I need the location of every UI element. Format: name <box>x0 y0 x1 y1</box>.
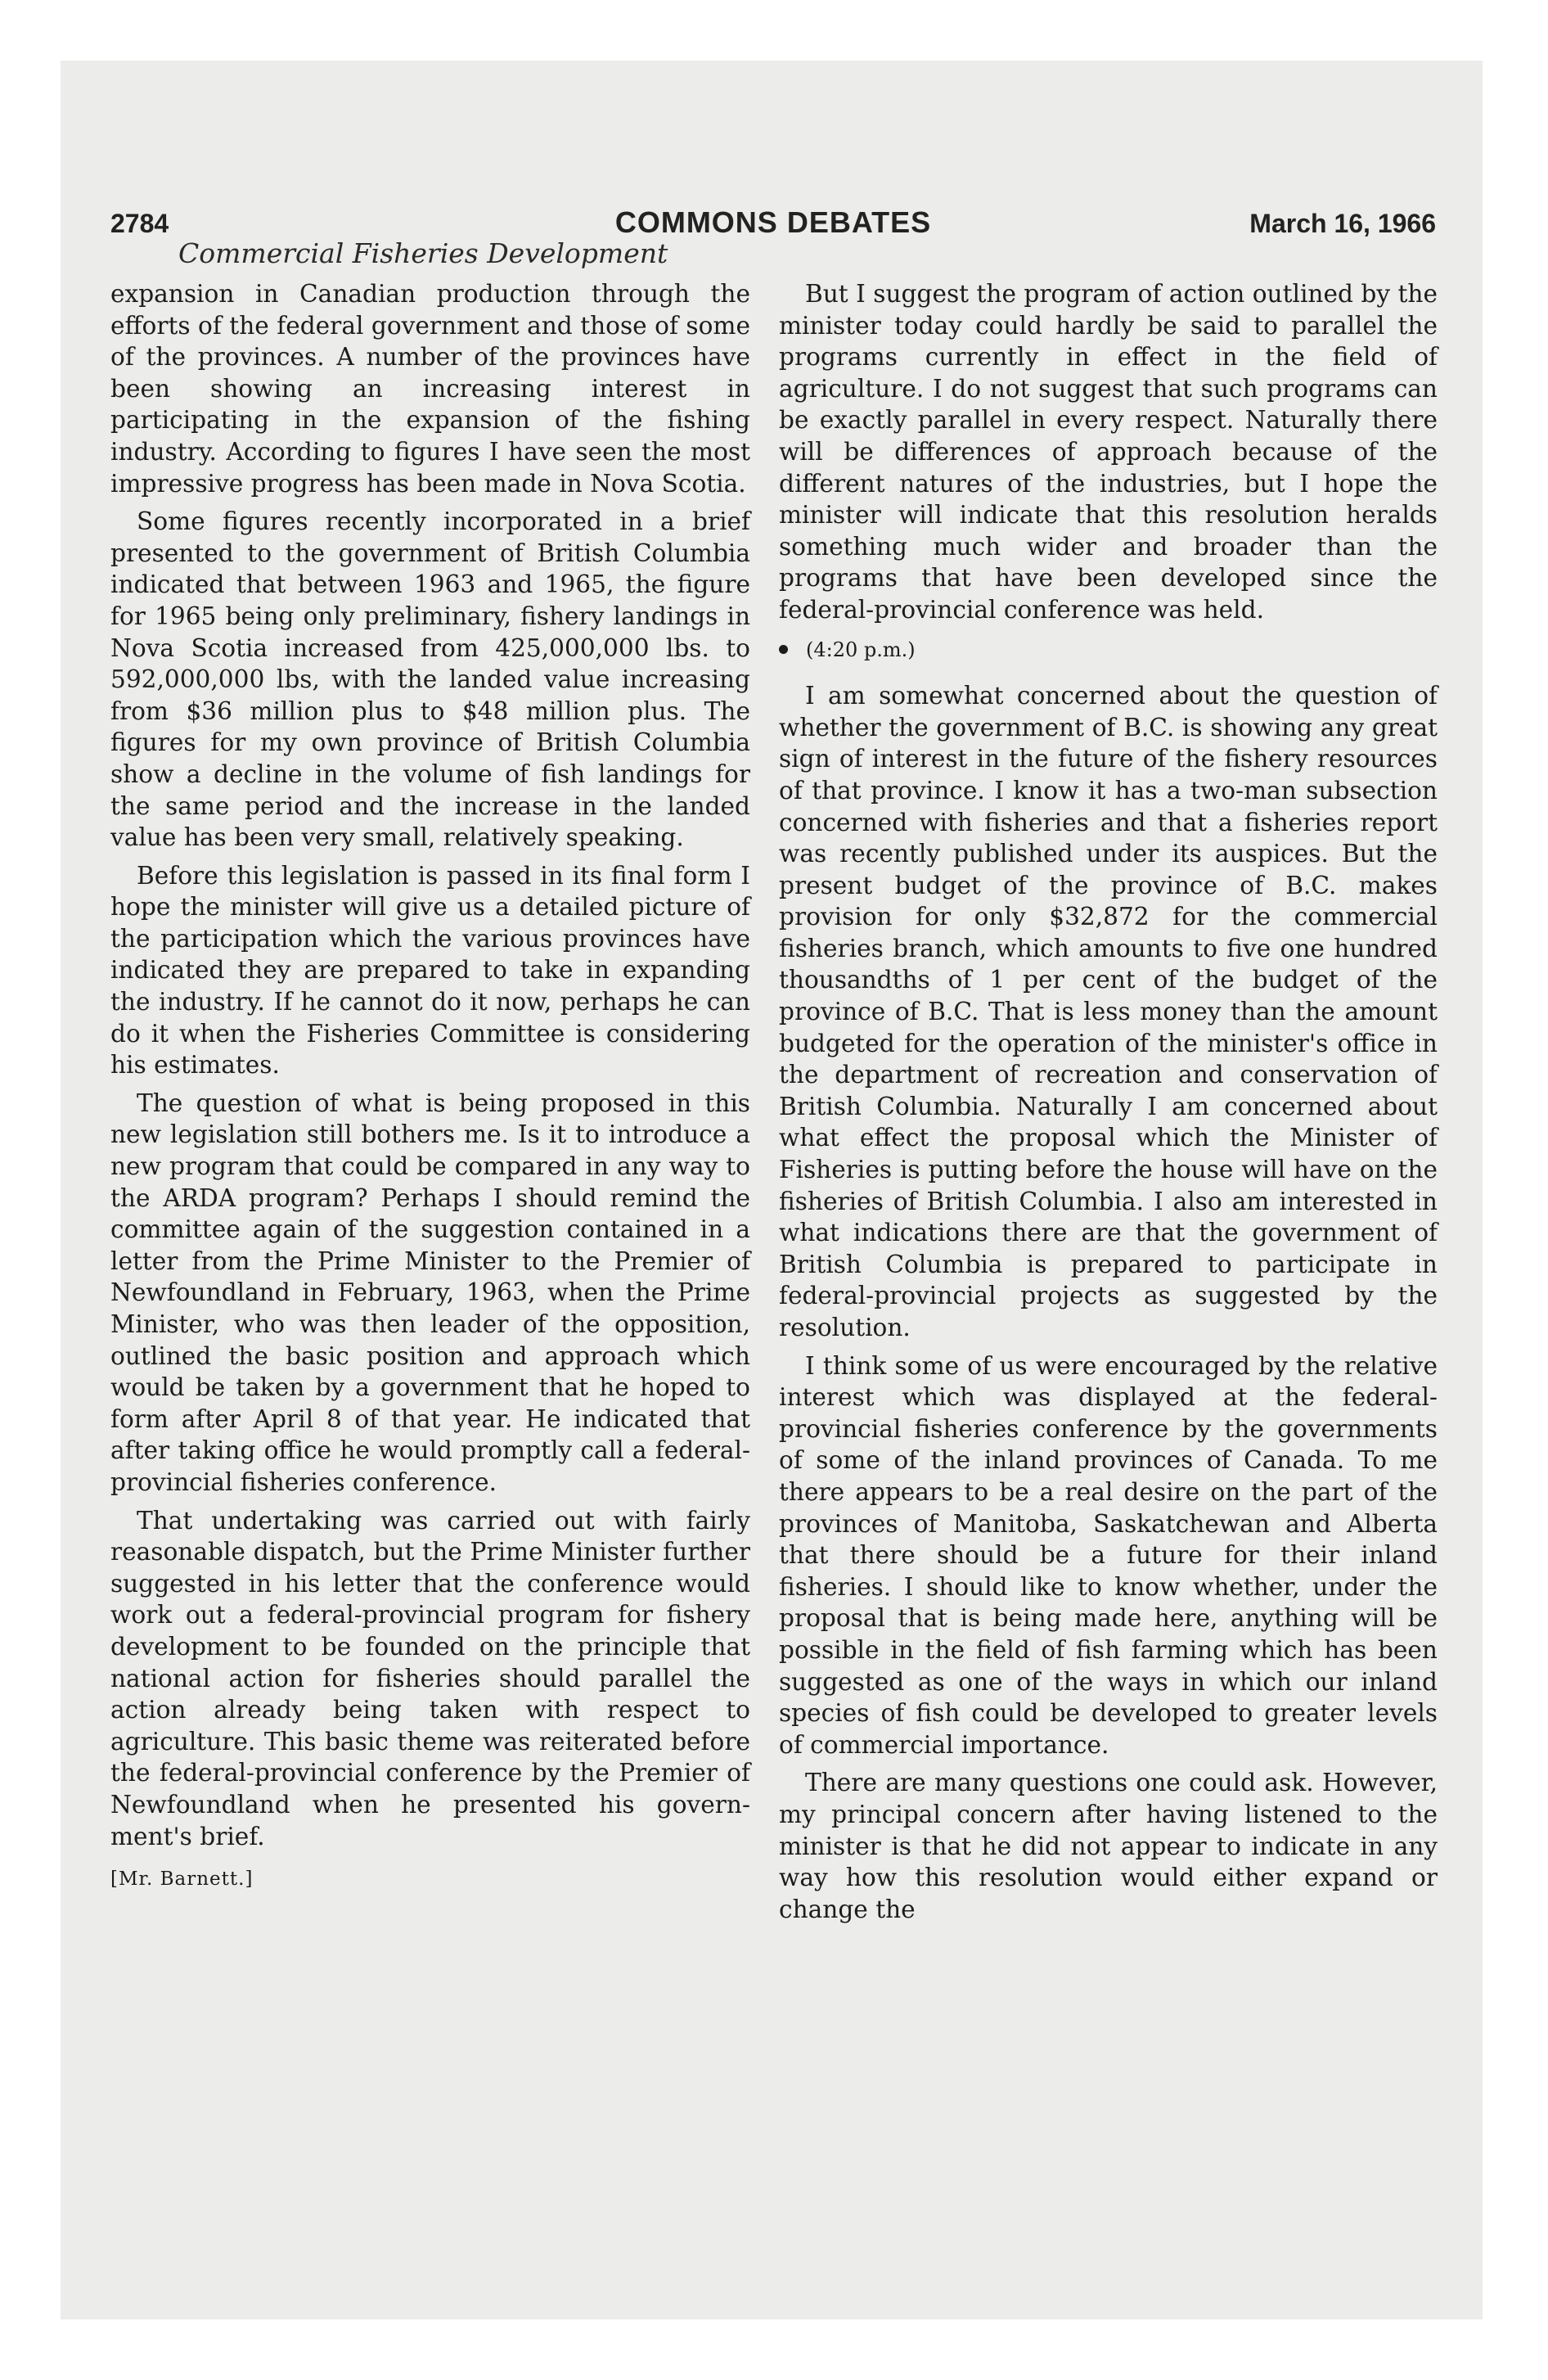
paragraph: expansion in Canadian production through the efforts of the federal government and those of some of the provinces. A number of the provinces have been showing an increasing interest in participating in the expansion of the fishing industry. According to figures I have seen the most impressive progress has been made in Nova Scotia. <box>110 280 750 498</box>
paragraph: But I suggest the program of action outlined by the minister today could hardly be said to parallel the programs currently in effect in the field of agriculture. I do not suggest that such programs can be exactly parallel in every respect. Naturally there will be differences of approach because of the different natures of the industries, but I hope the minister will indicate that this resolution heralds something much wider and broader than the programs that have been developed since the federal-provincial conference was held. <box>779 280 1438 624</box>
paragraph: I think some of us were encouraged by the relative interest which was displayed at the federal-provincial fisheries conference by the governments of some of the inland provinces of Canada. To me there appears to be a real desire on the part of the provinces of Manitoba, Saskatchewan and Alberta that there should be a future for their inland fisheries. I should like to know whether, under the proposal that is being made here, anything will be possible in the field of fish farming which has been suggested as one of the ways in which our inland species of fish could be developed to greater levels of commercial importance. <box>779 1351 1438 1759</box>
paragraph: That undertaking was carried out with fairly reasonable dispatch, but the Prime Minister further suggested in his letter that the conference would work out a federal-provincial program for fishery development to be founded on the principle that national action for fisheries should parallel the action already being taken with respect to agriculture. This basic theme was reiterated before the federal-provincial conference by the Premier of Newfoundland when he presented his government's brief. <box>110 1506 750 1850</box>
paragraph: Some figures recently incorporated in a brief presented to the government of British Columbia indicated that between 1963 and 1965, the figure for 1965 being only preliminary, fishery landings in Nova Scotia increased from 425,000,000 lbs. to 592,000,000 lbs, with the landed value increasing from $36 million plus to $48 million plus. The figures for my own province of British Columbia show a decline in the volume of fish landings for the same period and the increase in the landed value has been very small, relatively speaking. <box>110 507 750 852</box>
speaker-attribution: [Mr. Barnett.] <box>110 1868 254 1891</box>
time-stamp <box>779 634 1438 666</box>
paragraph: The question of what is being proposed in this new legislation still bothers me. Is it to introduce a new program that could be compared in any way to the ARDA program? Perhaps I should remind the committee again of the suggestion contained in a letter from the Prime Minister to the Premier of Newfoundland in February, 1963, when the Prime Minister, who was then leader of the opposition, outlined the basic position and approach which would be taken by a government that he hoped to form after April 8 of that year. He indicated that after taking office he would promptly call a federal-provincial fisheries conference. <box>110 1089 750 1496</box>
page-date: March 16, 1966 <box>1249 209 1436 238</box>
paragraph: There are many questions one could ask. However, my principal concern after having listened to the minister is that he did not appear to indicate in any way how this resolution would either expand or change the <box>779 1769 1438 1923</box>
left-column <box>110 278 750 1895</box>
paragraph: Before this legislation is passed in its final form I hope the minister will give us a detailed picture of the participation which the various provinces have indicated they are prepared to take in expanding the industry. If he cannot do it now, perhaps he can do it when the Fisheries Committee is considering his estimates. <box>110 861 750 1080</box>
page-number: 2784 <box>110 209 169 238</box>
section-subheading: Commercial Fisheries Development <box>178 237 668 269</box>
right-column <box>779 278 1438 1931</box>
paragraph: I am somewhat concerned about the question of whether the government of B.C. is showing any great sign of interest in the future of the fishery resources of that province. I know it has a two-man subsection concerned with fisheries and that a fisheries report was recently published under its auspices. But the present budget of the province of B.C. makes provision for only $32,872 for the commercial fisheries branch, which amounts to five one hundred thousandths of 1 per cent of the budget of the province of B.C. That is less money than the amount budgeted for the operation of the minister's office in the department of recreation and conservation of British Columbia. Naturally I am concerned about what effect the proposal which the Minister of Fisheries is putting before the house will have on the fisheries of British Columbia. I also am interested in what indications there are that the government of British Columbia is prepared to participate in federal-provincial projects as suggested by the resolution. <box>779 682 1438 1341</box>
publication-title: COMMONS DEBATES <box>614 205 932 239</box>
time-stamp-text: (4:20 p.m.) <box>806 638 916 661</box>
bullet-icon <box>779 645 788 654</box>
